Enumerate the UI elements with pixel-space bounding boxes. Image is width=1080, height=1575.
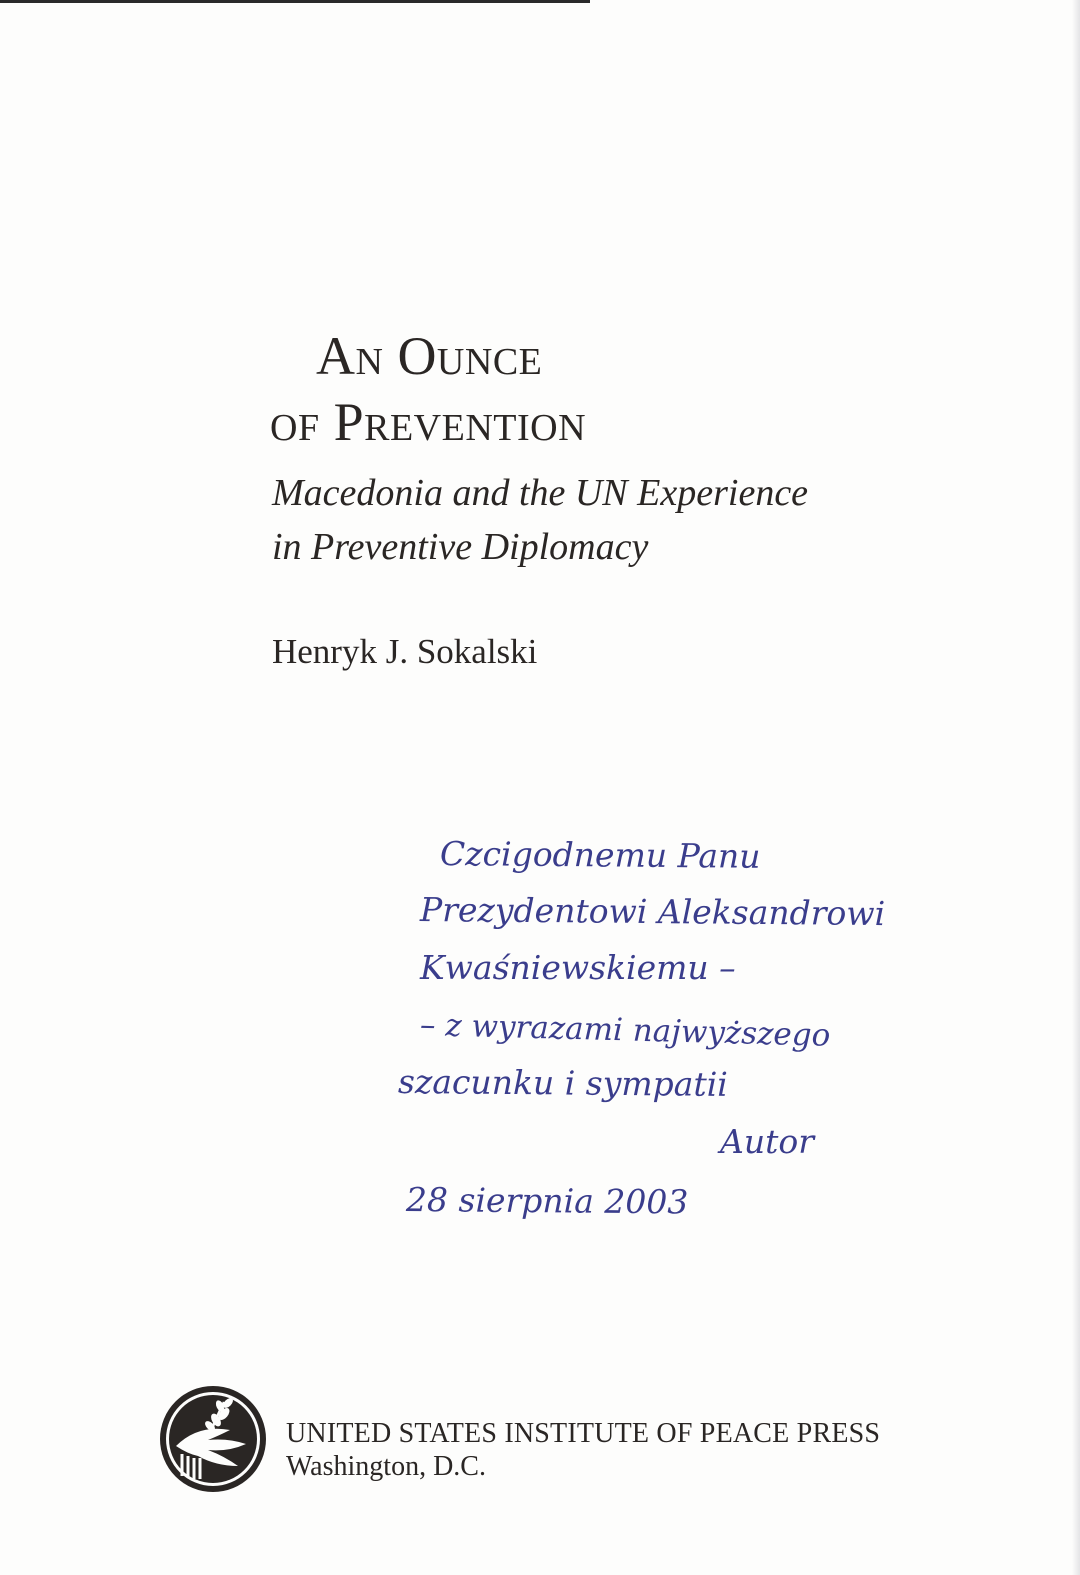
publisher-block (286, 1418, 880, 1484)
title-line-1: An Ounce (316, 326, 543, 386)
dedication-line-4: – z wyrazami najwyższego (419, 1007, 831, 1054)
subtitle-line-2: in Preventive Diplomacy (272, 526, 649, 568)
title-line-2: of Prevention (270, 392, 587, 452)
dedication-date: 28 sierpnia 2003 (405, 1180, 689, 1222)
publisher-city: Washington, D.C. (286, 1451, 486, 1482)
scan-edge-right (1072, 0, 1080, 1575)
dedication-line-5: szacunku i sympatii (397, 1062, 728, 1104)
dove-olive-branch-seal-icon (158, 1384, 268, 1494)
author-name: Henryk J. Sokalski (272, 632, 538, 671)
dedication-line-1: Czcigodnemu Panu (439, 834, 761, 876)
dedication-line-2: Prezydentowi Aleksandrowi (419, 890, 886, 934)
subtitle-line-1: Macedonia and the UN Experience (272, 472, 809, 514)
dedication-line-3: Kwaśniewskiemu – (420, 948, 736, 987)
scan-edge-top (0, 0, 590, 3)
book-subtitle (272, 466, 892, 574)
publisher-name: UNITED STATES INSTITUTE OF PEACE PRESS (286, 1418, 881, 1449)
dedication-signature: Autor (720, 1122, 814, 1161)
